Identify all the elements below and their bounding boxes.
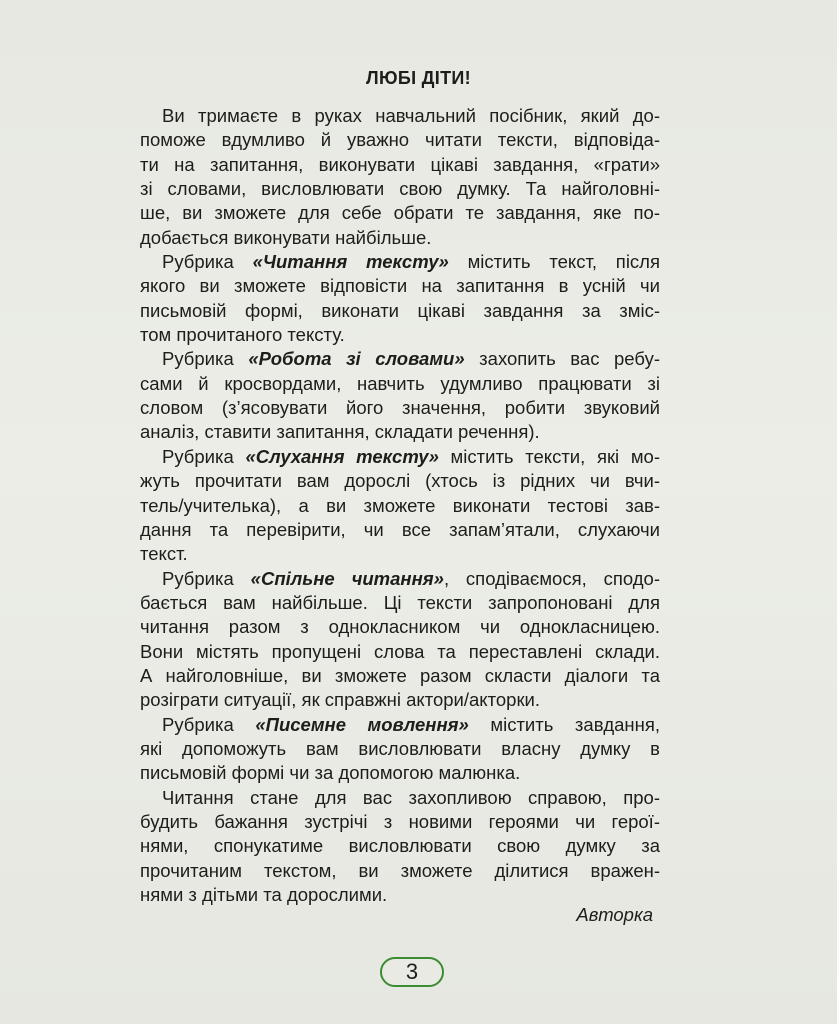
- text-line: Ви тримаєте в руках навчальний посібник, який до-: [162, 105, 660, 126]
- text-line: [140, 347, 660, 371]
- rubric-description: містить тексти, які мо-: [438, 445, 661, 467]
- body-text: [140, 104, 660, 907]
- text-line: прочитаним текстом, ви зможете ділитися вражен-: [140, 859, 660, 881]
- text-line: Читання стане для вас захопливою справою, про-: [162, 786, 660, 808]
- text-line: [140, 250, 660, 274]
- paragraph: [140, 567, 660, 713]
- text-line: поможе вдумливо й уважно читати тексти, відповіда-: [140, 129, 660, 151]
- text-line: аналіз, ставити запитання, складати речення).: [140, 421, 540, 443]
- paragraph: [140, 786, 660, 908]
- author-signature: Авторка: [576, 904, 653, 925]
- text-line: розіграти ситуації, як справжні актори/акторки.: [140, 689, 541, 711]
- text-line: [140, 567, 660, 591]
- text-line: дання та перевірити, чи все запам’ятали, слухаючи: [140, 518, 660, 540]
- text-line: письмовій формі чи за допомогою малюнка.: [140, 762, 521, 784]
- text-line: [140, 445, 660, 469]
- rubric-description: містить завдання,: [468, 713, 660, 735]
- text-line: бається вам найбільше. Ці тексти запропоновані для: [140, 591, 660, 613]
- paragraph: [140, 250, 660, 347]
- page-title: ЛЮБІ ДІТИ!: [366, 68, 471, 88]
- rubric-name: «Спільне читання»: [250, 567, 444, 589]
- text-line: тель/учителька), а ви зможете виконати тестові зав-: [140, 494, 660, 516]
- rubric-prefix: Рубрика: [162, 567, 251, 589]
- paragraph: [140, 713, 660, 786]
- text-line: нями, спонукатиме висловлювати свою думку за: [140, 835, 660, 857]
- paragraph: [140, 347, 660, 444]
- text-line: якого ви зможете відповісти на запитання в усній чи: [140, 275, 660, 297]
- rubric-name: «Слухання тексту»: [245, 445, 439, 467]
- text-line: зі словами, висловлювати свою думку. Та найголовні-: [140, 178, 660, 200]
- rubric-prefix: Рубрика: [162, 445, 246, 467]
- rubric-description: , сподіваємося, сподо-: [443, 567, 661, 589]
- rubric-name: «Читання тексту»: [252, 251, 449, 273]
- rubric-prefix: Рубрика: [162, 348, 249, 370]
- rubric-prefix: Рубрика: [162, 713, 256, 735]
- rubric-prefix: Рубрика: [162, 251, 253, 273]
- rubric-description: містить текст, після: [448, 251, 660, 273]
- text-line: письмовій формі, виконати цікаві завдання за зміс-: [140, 299, 660, 321]
- text-line: сами й кросвордами, навчить удумливо працювати зі: [140, 372, 660, 394]
- text-line: нями з дітьми та дорослими.: [140, 884, 388, 905]
- text-line: том прочитаного тексту.: [140, 324, 345, 346]
- text-line: жуть прочитати вам дорослі (хтось із рідних чи вчи-: [140, 470, 660, 492]
- paragraph: [140, 104, 660, 250]
- rubric-description: захопить вас ребу-: [464, 348, 660, 370]
- text-line: словом (з’ясовувати його значення, робити звуковий: [140, 397, 660, 419]
- text-line: які допоможуть вам висловлювати власну думку в: [140, 737, 660, 759]
- rubric-name: «Робота зі словами»: [248, 348, 465, 370]
- paragraph: [140, 445, 660, 567]
- text-line: добається виконувати найбільше.: [140, 226, 432, 248]
- text-line: текст.: [140, 543, 188, 565]
- page-number: 3: [405, 959, 419, 984]
- page-number-badge: [380, 957, 444, 987]
- text-line: читання разом з однокласником чи однокласницею.: [140, 616, 660, 638]
- text-line: А найголовніше, ви зможете разом скласти діалоги та: [140, 664, 660, 686]
- rubric-name: «Писемне мовлення»: [255, 713, 469, 735]
- text-line: Вони містять пропущені слова та переставлені склади.: [140, 640, 660, 662]
- text-line: будить бажання зустрічі з новими героями чи герої-: [140, 810, 660, 832]
- text-line: ше, ви зможете для себе обрати те завдання, яке по-: [140, 202, 660, 224]
- text-line: ти на запитання, виконувати цікаві завдання, «грати»: [140, 153, 660, 175]
- text-line: [140, 713, 660, 737]
